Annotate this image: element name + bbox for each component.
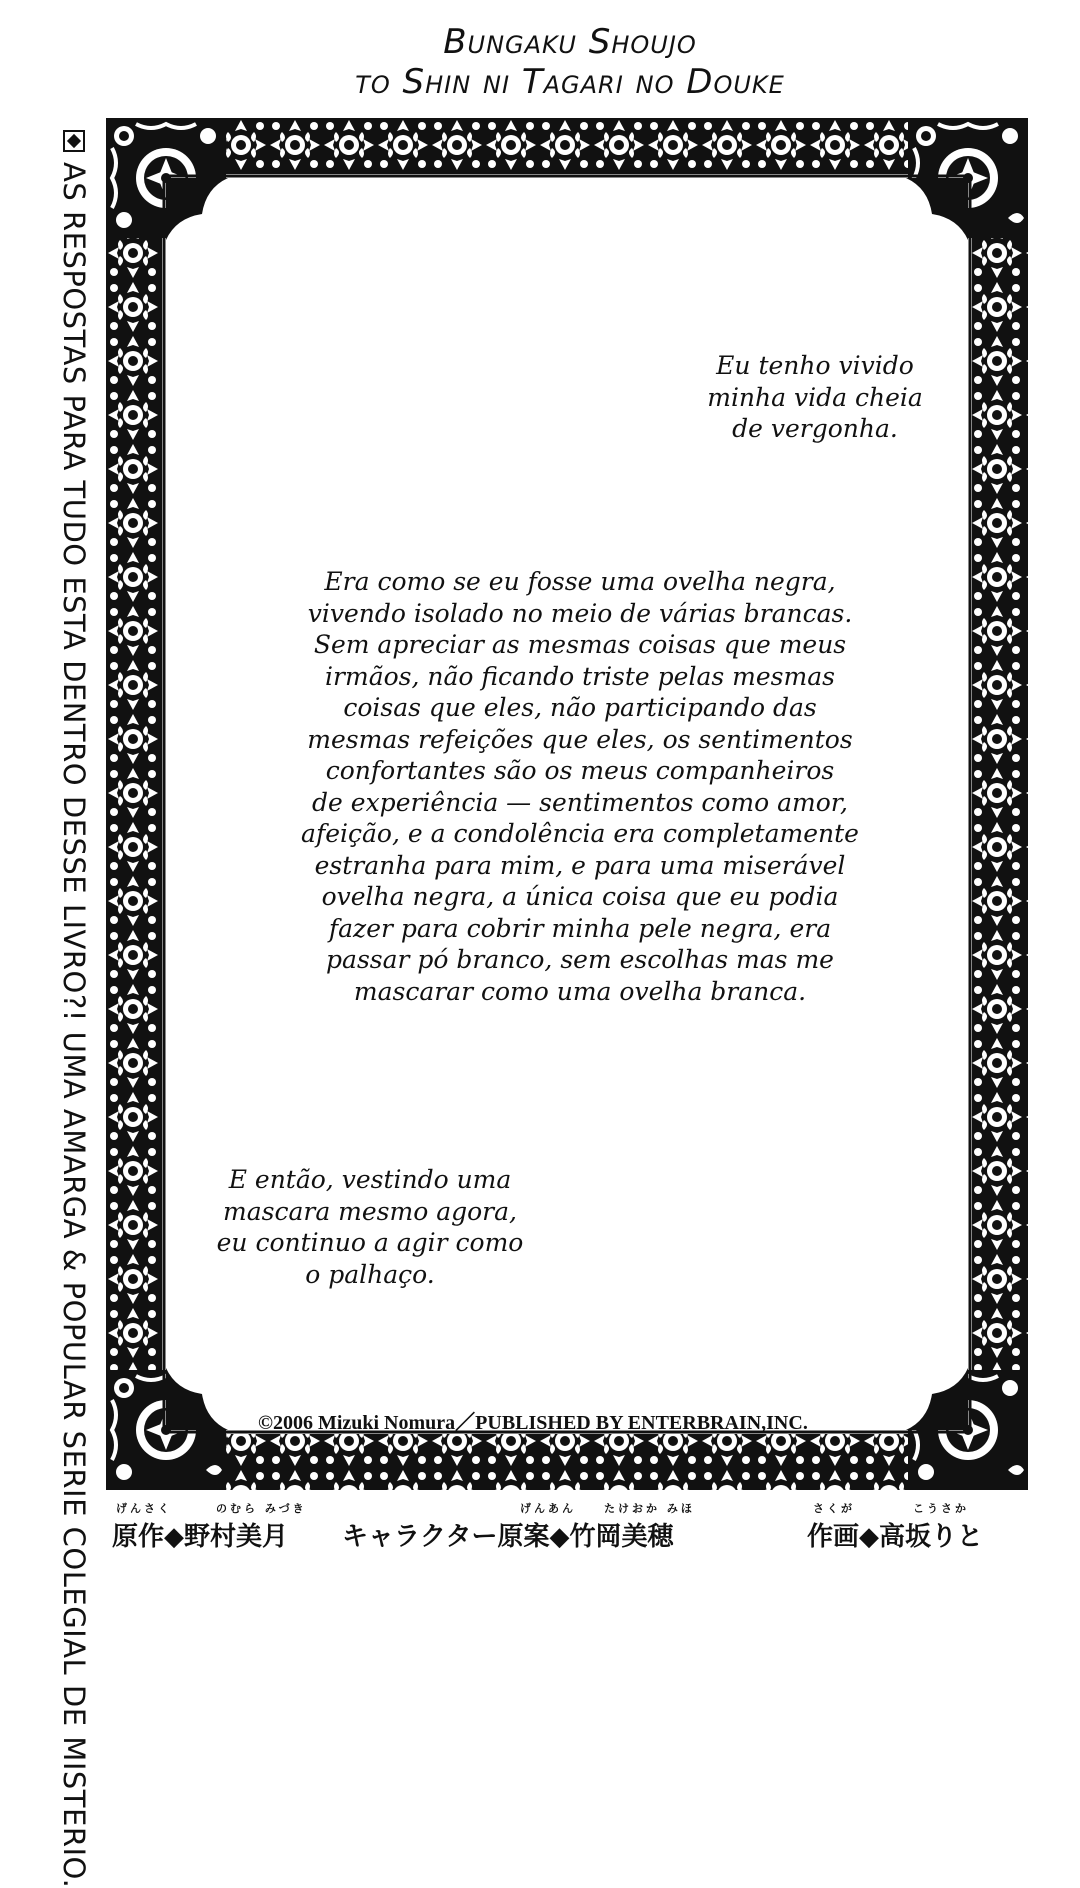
credit-art-ruby-role: さくが [813, 1502, 855, 1515]
credit-art-text: 作画◆高坂りと [807, 1522, 983, 1552]
credit-character-ruby-name: たけおか みほ [604, 1502, 695, 1515]
credit-character-design [342, 1500, 695, 1553]
title-line-2: to Shin ni Tagari no Douke [355, 62, 785, 102]
credits-bar [112, 1500, 1032, 1566]
credit-character-text: キャラクター原案◆竹岡美穂 [342, 1522, 674, 1552]
credit-art [807, 1500, 983, 1553]
poem-top: Eu tenho vivido minha vida cheia de vergonha. [707, 351, 923, 443]
credit-character-ruby-role: げんあん [520, 1502, 576, 1515]
title-line-1: Bungaku Shoujo [443, 22, 697, 62]
copyright-notice: ©2006 Mizuki Nomura／PUBLISHED BY ENTERBRAIN,INC. [258, 1412, 808, 1434]
credit-original-text: 原作◆野村美月 [112, 1522, 288, 1552]
poem-bottom: E então, vestindo uma mascara mesmo agora, eu continuo a agir como o palhaço. [216, 1165, 524, 1289]
diamond-marker-icon [63, 130, 85, 152]
vertical-tagline [52, 130, 96, 1888]
credit-original-ruby-name: のむら みづき [216, 1502, 307, 1515]
credit-original-ruby-role: げんさく [116, 1502, 172, 1515]
credit-art-ruby-name: こうさか [913, 1502, 969, 1515]
credit-original-author [112, 1500, 307, 1553]
poem-middle: Era como se eu fosse uma ovelha negra, vivendo isolado no meio de várias brancas. Sem apreciar as mesmas coisas que meus irmãos, não ficando triste pelas mesmas coisas que eles, não participando das mesmas refeições que eles, os sentimentos confortantes são os meus companheiros de experiência — sentimentos como amor, afeição, e a condolência era completamente estranha para mim, e para uma miserável ovelha negra, a única coisa que eu podia fazer para cobrir minha pele negra, era passar pó branco, sem escolhas mas me mascarar como uma ovelha branca. [301, 567, 859, 1006]
vertical-tagline-text: AS RESPOSTAS PARA TUDO ESTA DENTRO DESSE LIVRO?! UMA AMARGA & POPULAR SERIE COLEGIAL DE MISTERIO. [57, 162, 91, 1888]
